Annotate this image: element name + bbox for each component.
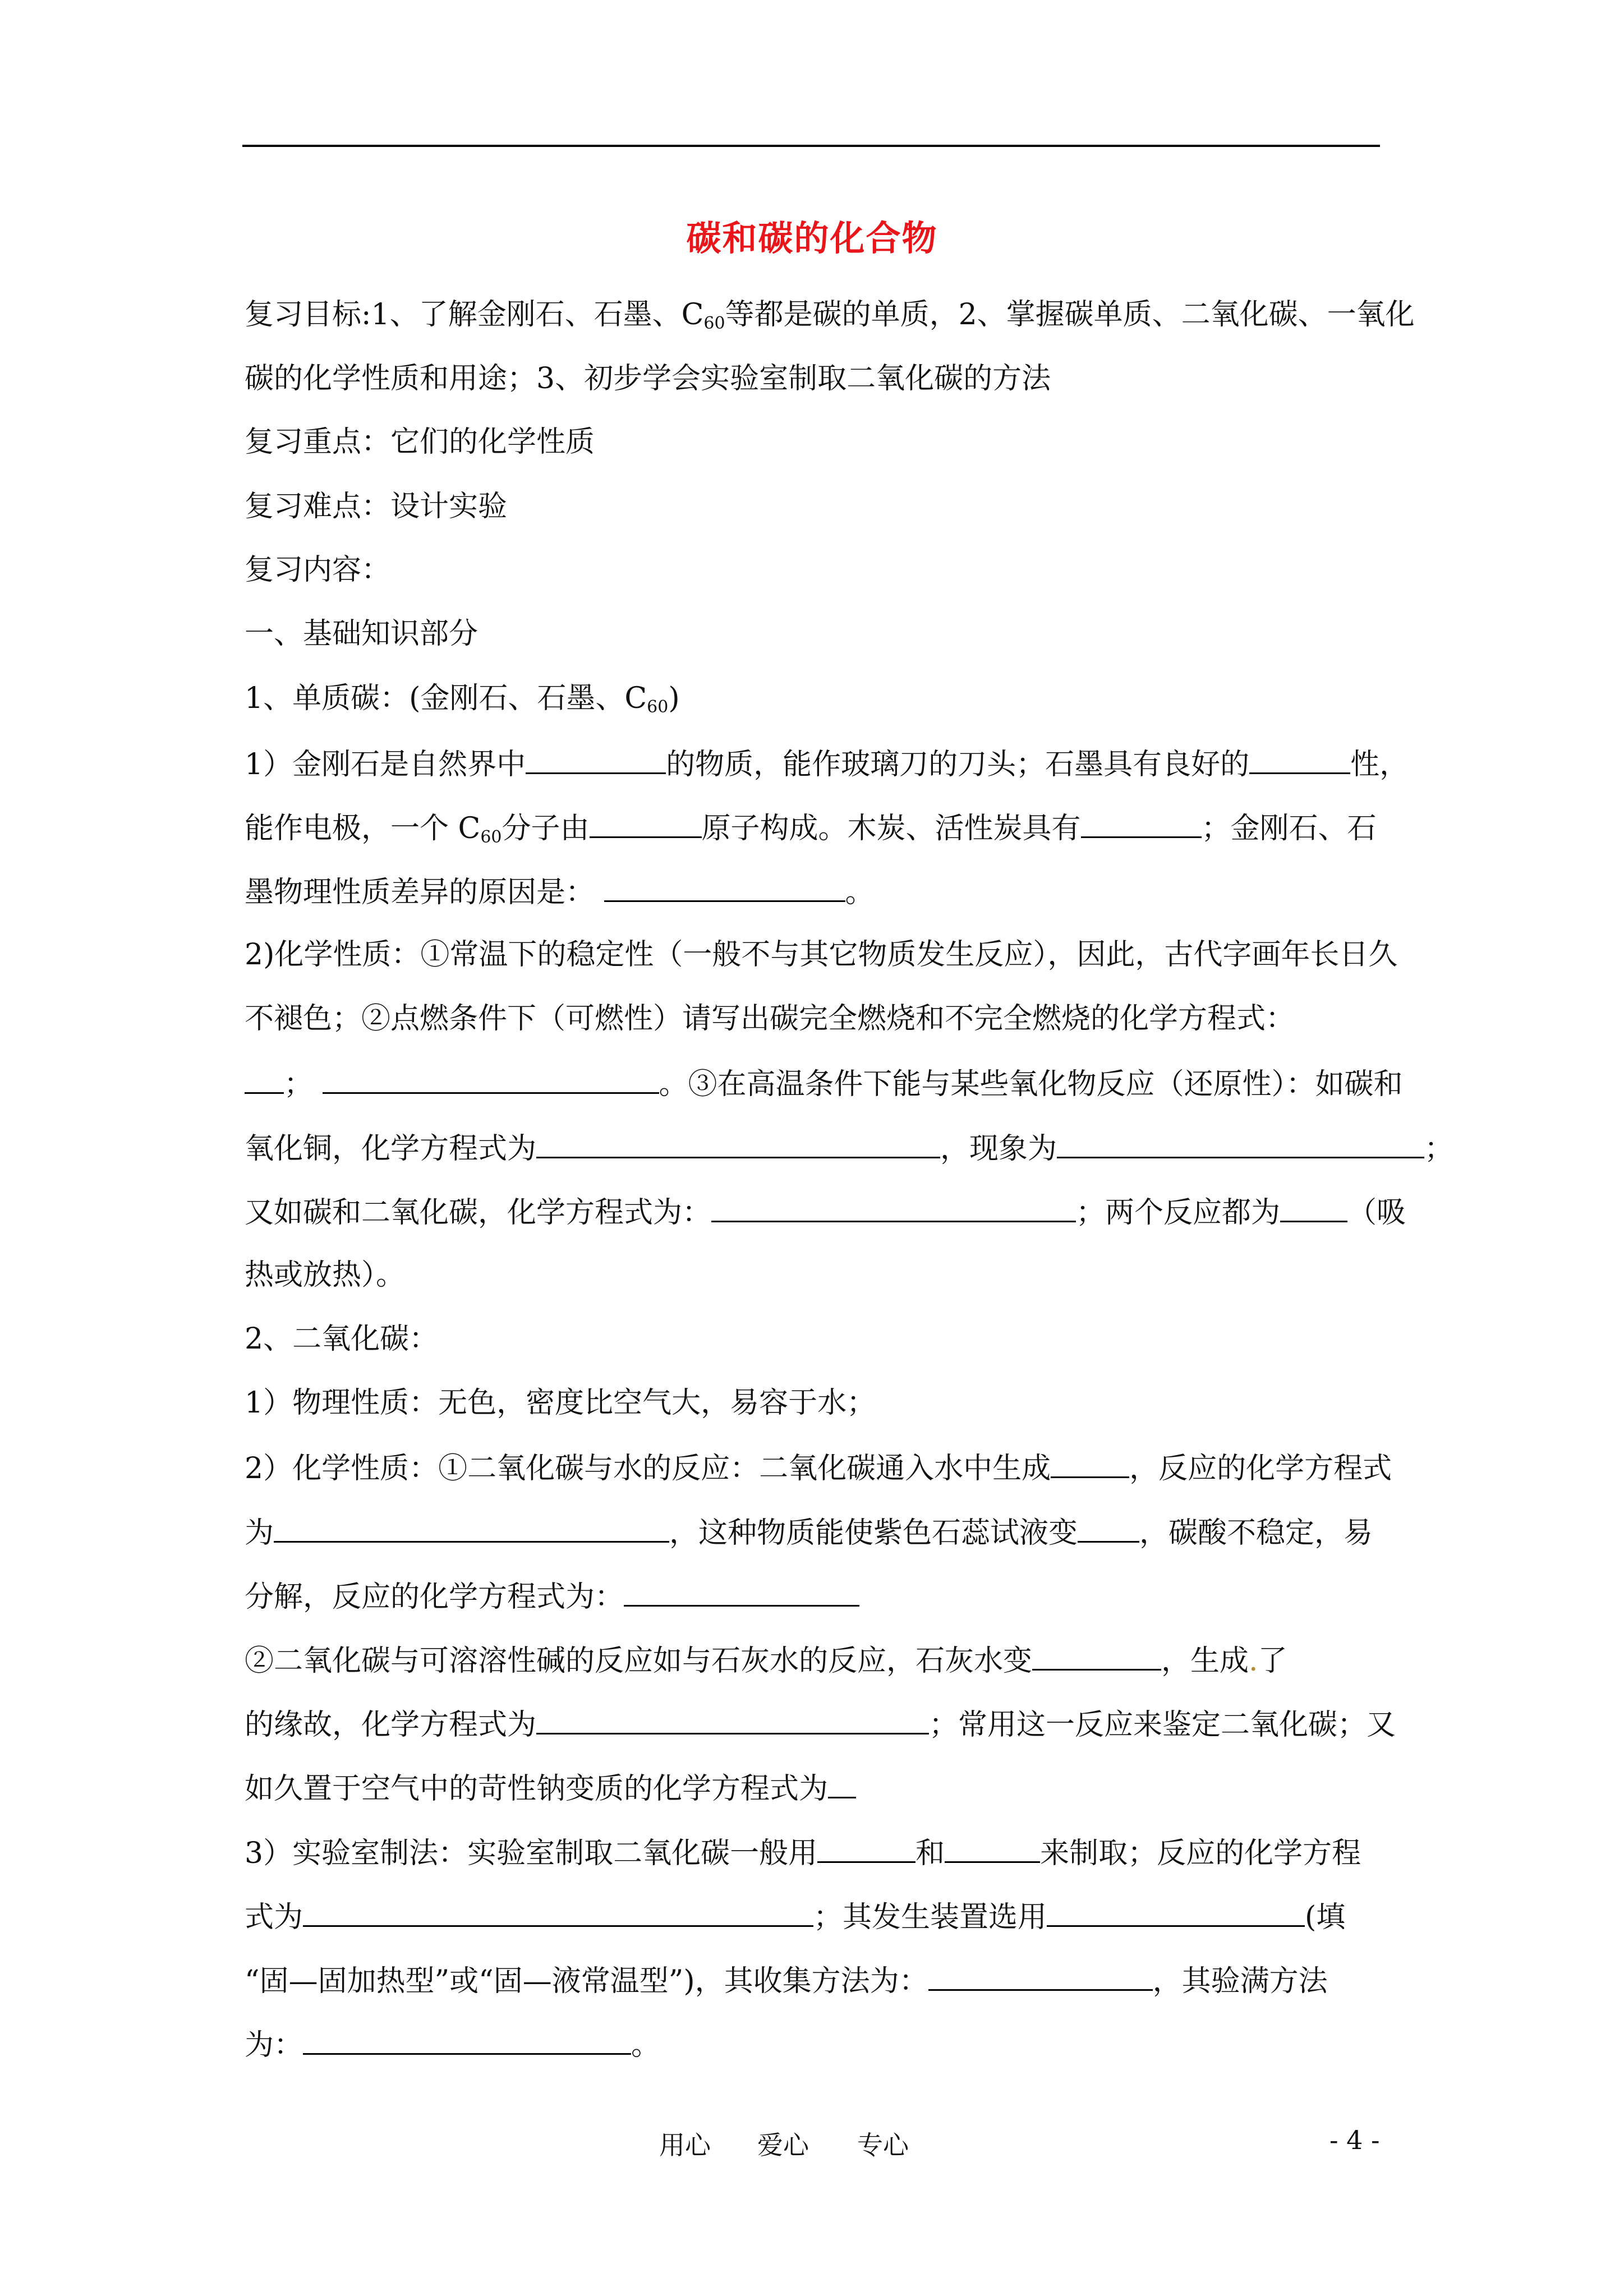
blank[interactable]: [945, 1832, 1040, 1863]
footer-motto-2: 爱心: [757, 2130, 809, 2160]
blank[interactable]: [590, 807, 702, 838]
blank[interactable]: [1051, 1447, 1129, 1478]
co2-heading: 2、二氧化碳：: [245, 1322, 439, 1356]
co2-water-line-2: 为 ，这种物质能使紫色石蕊试液变 ，碳酸不稳定，易: [245, 1512, 1373, 1553]
carbon-chemical-line-5: 又如碳和二氧化碳，化学方程式为： ；两个反应都为 （吸: [245, 1191, 1406, 1232]
co2-lab-line-3: “固—固加热型”或“固—液常温型”)，其收集方法为： ，其验满方法: [245, 1960, 1328, 2001]
co2-limewater-line-2: 的缘故，化学方程式为 ；常用这一反应来鉴定二氧化碳；又: [245, 1704, 1396, 1745]
blank[interactable]: [1032, 1640, 1161, 1671]
footer-motto-1: 用心: [659, 2130, 711, 2160]
carbon-chemical-line-2: 不褪色；②点燃条件下（可燃性）请写出碳完全燃烧和不完全燃烧的化学方程式：: [245, 1002, 1295, 1036]
co2-limewater-line-1: ②二氧化碳与可溶溶性碱的反应如与石灰水的反应，石灰水变 ，生成.了: [245, 1640, 1287, 1681]
difficulty: 复习难点：设计实验: [245, 490, 508, 523]
blank[interactable]: [1249, 743, 1350, 774]
blank[interactable]: [604, 871, 845, 902]
carbon-chemical-line-3: ； 。③在高温条件下能与某些氧化物反应（还原性）：如碳和: [245, 1063, 1403, 1104]
page-title: 碳和碳的化合物: [686, 218, 938, 259]
page-number: - 4 -: [1329, 2125, 1380, 2155]
blank[interactable]: [323, 1063, 659, 1094]
blank[interactable]: [1057, 1128, 1424, 1158]
blank[interactable]: [274, 1512, 669, 1543]
co2-limewater-line-3: 如久置于空气中的苛性钠变质的化学方程式为: [245, 1768, 856, 1809]
carbon-chemical-line-1: 2)化学性质：①常温下的稳定性（一般不与其它物质发生反应），因此，古代字画年长日久: [245, 938, 1398, 972]
co2-water-line-3: 分解，反应的化学方程式为：: [245, 1576, 859, 1617]
section-basic-knowledge: 一、基础知识部分: [245, 617, 479, 651]
carbon-physical-line-1: 1）金刚石是自然界中 的物质，能作玻璃刀的刀头；石墨具有良好的 性，: [245, 743, 1409, 784]
blank[interactable]: [536, 1704, 929, 1734]
blank[interactable]: [1280, 1191, 1347, 1222]
co2-lab-line-4: 为： 。: [245, 2024, 660, 2065]
blank[interactable]: [536, 1128, 940, 1158]
key-point: 复习重点：它们的化学性质: [245, 425, 595, 459]
footer-motto-3: 专心: [857, 2130, 909, 2160]
co2-lab-line-1: 3）实验室制法：实验室制取二氧化碳一般用 和 来制取；反应的化学方程: [245, 1832, 1361, 1873]
blank[interactable]: [303, 1896, 813, 1927]
carbon-chemical-line-4: 氧化铜，化学方程式为 ，现象为 ；: [245, 1128, 1453, 1168]
blank[interactable]: [624, 1576, 859, 1607]
carbon-physical-line-3: 墨物理性质差异的原因是： 。: [245, 871, 875, 912]
blank[interactable]: [1078, 1512, 1139, 1543]
blank[interactable]: [1081, 807, 1202, 838]
blank[interactable]: [303, 2024, 631, 2055]
review-goals-line-2: 碳的化学性质和用途；3、初步学会实验室制取二氧化碳的方法: [245, 362, 1051, 395]
carbon-chemical-line-6: 热或放热）。: [245, 1258, 406, 1292]
co2-physical: 1）物理性质：无色，密度比空气大，易容于水；: [245, 1386, 876, 1420]
carbon-physical-line-2: 能作电极，一个 $C_{60}$分子由 原子构成。木炭、活性炭具有 ；金刚石、石: [245, 807, 1377, 857]
co2-lab-line-2: 式为 ；其发生装置选用 (填: [245, 1896, 1345, 1937]
blank[interactable]: [817, 1832, 915, 1863]
blank[interactable]: [1047, 1896, 1305, 1927]
content-label: 复习内容：: [245, 553, 391, 587]
blank[interactable]: [828, 1768, 856, 1798]
review-goals-line-1: 复习目标:1、了解金刚石、石墨、$C_{60}$等都是碳的单质，2、掌握碳单质、二氧化碳、一氧化: [245, 298, 1415, 333]
header-rule: [242, 145, 1380, 147]
blank[interactable]: [711, 1191, 1076, 1222]
blank[interactable]: [526, 743, 666, 774]
co2-water-line-1: 2）化学性质：①二氧化碳与水的反应：二氧化碳通入水中生成 ，反应的化学方程式: [245, 1447, 1392, 1488]
blank[interactable]: [245, 1063, 284, 1094]
carbon-heading: 1、单质碳：(金刚石、石墨、$C_{60}$): [245, 682, 680, 717]
blank[interactable]: [928, 1960, 1153, 1991]
